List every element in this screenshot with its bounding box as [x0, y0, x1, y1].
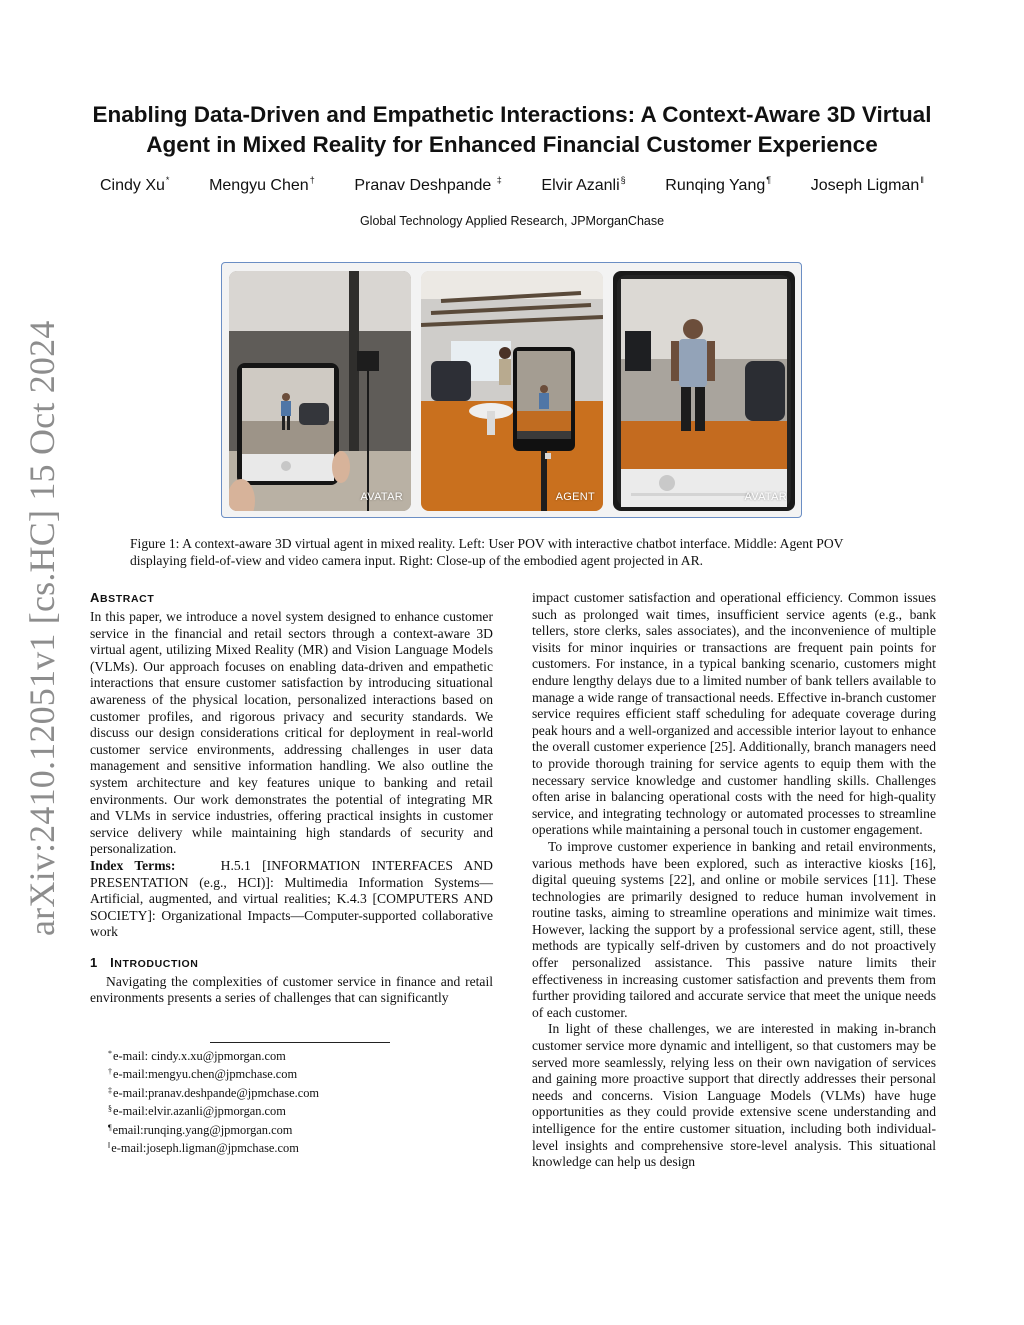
- left-column: [90, 590, 493, 1007]
- author: Runqing Yang¶: [665, 175, 772, 194]
- agent-pov-photo: [421, 271, 603, 511]
- index-terms-label: Index Terms:: [90, 857, 176, 873]
- panel-label-avatar: AVATAR: [744, 491, 787, 503]
- footnote-rule: [210, 1042, 390, 1043]
- author: Elvir Azanli§: [541, 175, 626, 194]
- index-terms: [90, 858, 493, 941]
- user-pov-photo: [229, 271, 411, 511]
- intro-paragraph-3: In light of these challenges, we are interested in making in-branch customer service more dynamic and intelligent, so that customers may be served more seamlessly, relying less on their own navigation of services and gaining more proactive support that directly addresses their personal needs and concerns. Vision Language Models (VLMs) have huge opportunities as they could provide extensive scene understanding and intelligence for the entire customer situation, including both individual-level insights and comprehensive store-level analysis. This situational knowledge can help us design: [532, 1021, 936, 1170]
- author: Cindy Xu*: [100, 175, 170, 194]
- right-column: [532, 590, 936, 1171]
- footnote: ¶email:runqing.yang@jpmorgan.com: [108, 1122, 293, 1137]
- paper-title: Enabling Data-Driven and Empathetic Interactions: A Context-Aware 3D Virtual Agent in Mixed Reality for Enhanced Financial Customer Experience: [92, 102, 932, 157]
- author: Joseph Ligman‖: [810, 175, 924, 194]
- panel-label-avatar: AVATAR: [360, 491, 403, 503]
- footnotes: [108, 1046, 319, 1156]
- abstract-text: In this paper, we introduce a novel system designed to enhance customer service in the financial and retail sectors through a context-aware 3D virtual agent, utilizing Mixed Reality (MR) and Vision Language Models (VLMs). Our approach focuses on enabling data-driven and empathetic interactions that ensure customer satisfaction by introducing situational awareness of the physical location, personalized interactions based on customer profiles, and rigorous privacy and security standards. We discuss our design considerations critical for deployment in real-world customer service environments, addressing challenges in user data management and sensitive information handling. We also outline the system architecture and key features unique to banking and retail environments. Our work demonstrates the potential of integrating MR and VLMs in service industries, offering practical insights in customer service delivery while maintaining high standards of security and personalization.: [90, 609, 493, 857]
- abstract-heading: ABSTRACT: [90, 590, 155, 605]
- author-list: [100, 175, 924, 195]
- introduction-heading: 1 INTRODUCTION: [90, 954, 199, 970]
- panel-label-agent: AGENT: [555, 491, 595, 503]
- agent-closeup-photo: [613, 271, 795, 511]
- footnote: †e-mail:mengyu.chen@jpmchase.com: [108, 1067, 298, 1082]
- figure-panel-agent-pov: [421, 271, 603, 511]
- footnote: ‡e-mail:pranav.deshpande@jpmchase.com: [108, 1085, 320, 1100]
- figure-caption: Figure 1: A context-aware 3D virtual agent in mixed reality. Left: User POV with interactive chatbot interface. Middle: Agent POV displaying field-of-view and video camera input. Right: Close-up of the embodied agent projected in AR.: [130, 536, 844, 568]
- affiliation: Global Technology Applied Research, JPMorganChase: [359, 214, 665, 228]
- intro-paragraph-1-start: Navigating the complexities of customer service in finance and retail environments presents a series of challenges that can significantly: [90, 973, 493, 1006]
- author: Pranav Deshpande ‡: [354, 175, 502, 194]
- index-terms-text: H.5.1 [INFORMATION INTERFACES AND PRESENTATION (e.g., HCI)]: Multimedia Information Systems—Artificial, augmented, and virtual realities; K.4.3 [COMPUTERS AND SOCIETY]: Organizational Impacts—Computer-supported collaborative work: [90, 857, 493, 940]
- footnote: §e-mail:elvir.azanli@jpmorgan.com: [108, 1104, 286, 1119]
- figure-1: [221, 262, 802, 518]
- footnote: *e-mail: cindy.x.xu@jpmorgan.com: [108, 1049, 286, 1063]
- intro-paragraph-2: To improve customer experience in banking and retail environments, various methods have been explored, such as interactive kiosks [16], digital queuing systems [22], and online or mobile services [11]. These technologies are primarily designed to reduce human involvement in routine tasks, aiming to streamline operations and minimize wait times. However, lacking the support by a professional service agent, still, these methods are typically self-driven by customers and do not proactively offer personalized assistance. This passive nature limits their effectiveness in increasing customer satisfaction and prevents them from further providing tailored and accurate service that meet the unique needs of each customer.: [532, 838, 936, 1020]
- footnote: ‖e-mail:joseph.ligman@jpmchase.com: [108, 1141, 299, 1156]
- arxiv-identifier: arXiv:2410.12051v1 [cs.HC] 15 Oct 2024: [22, 320, 62, 936]
- intro-paragraph-1-continued: impact customer satisfaction and operational efficiency. Common issues such as prolonged wait times, insufficient service agents (e.g., bank tellers, store clerks, sales associates), and the inconvenience of multiple visits for minor inquiries or transactions are frequent pain points for customers. For instance, in a typical banking scenario, customers might endure lengthy delays due to a limited number of bank tellers available to manage a wide range of transactional needs. Effective in-branch customer service requires efficient staff scheduling for adequate coverage during peak hours and a well-organized and accessible interior layout to enhance the overall customer experience [25]. Additionally, branch managers need to provide thorough training for service agents to equip them with the necessary service knowledge and customer handling skills. Challenges often arise in balancing operational costs with the need for high-quality service, and integrating technology or automated processes to streamline operations while maintaining a personal touch in customer engagement.: [532, 590, 936, 838]
- author: Mengyu Chen†: [209, 175, 315, 194]
- figure-panel-agent-closeup: [613, 271, 795, 511]
- figure-panel-user-pov: [229, 271, 411, 511]
